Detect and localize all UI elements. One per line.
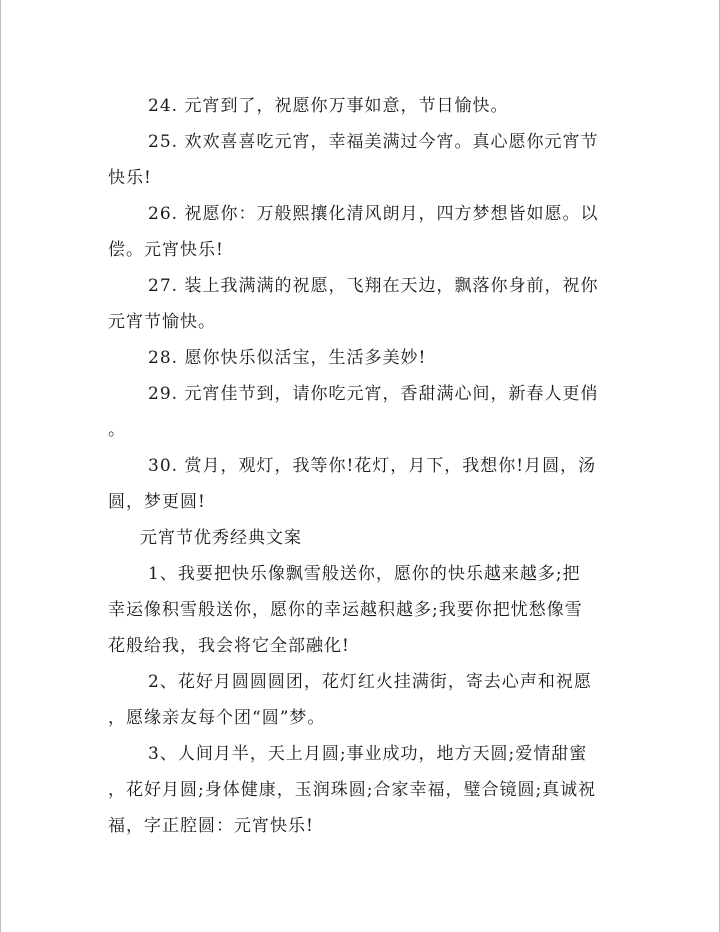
- paragraph-item-2: 2、花好月圆圆圆团，花灯红火挂满街，寄去心声和祝愿 ，愿缘亲友每个团“圆”梦。: [108, 672, 592, 728]
- paragraph-24: 24. 元宵到了，祝愿你万事如意，节日愉快。: [148, 96, 509, 116]
- paragraph-27: 27. 装上我满满的祝愿，飞翔在天边，飘落你身前，祝你 元宵节愉快。: [108, 276, 599, 332]
- paragraph-30: 30. 赏月，观灯，我等你!花灯，月下，我想你!月圆，汤 圆，梦更圆!: [108, 456, 597, 512]
- paragraph-29: 29. 元宵佳节到，请你吃元宵，香甜满心间，新春人更俏 。: [108, 384, 599, 440]
- section-title: 元宵节优秀经典文案: [140, 528, 302, 548]
- paragraph-28: 28. 愿你快乐似活宝，生活多美妙!: [148, 348, 427, 368]
- paragraph-item-1: 1、我要把快乐像飘雪般送你，愿你的快乐越来越多;把 幸运像积雪般送你，愿你的幸运越积越多;我要你把忧愁像雪 花般给我，我会将它全部融化!: [108, 564, 583, 656]
- paragraph-26: 26. 祝愿你：万般熙攘化清风朗月，四方梦想皆如愿。以 偿。元宵快乐!: [108, 204, 599, 260]
- page-border-left: [0, 0, 1, 932]
- paragraph-25: 25. 欢欢喜喜吃元宵，幸福美满过今宵。真心愿你元宵节 快乐!: [108, 132, 599, 188]
- paragraph-item-3: 3、人间月半，天上月圆;事业成功，地方天圆;爱情甜蜜 ，花好月圆;身体健康，玉润珠圆;合家幸福，璧合镜圆;真诚祝 福，字正腔圆：元宵快乐!: [108, 744, 597, 836]
- document-body: [108, 88, 614, 844]
